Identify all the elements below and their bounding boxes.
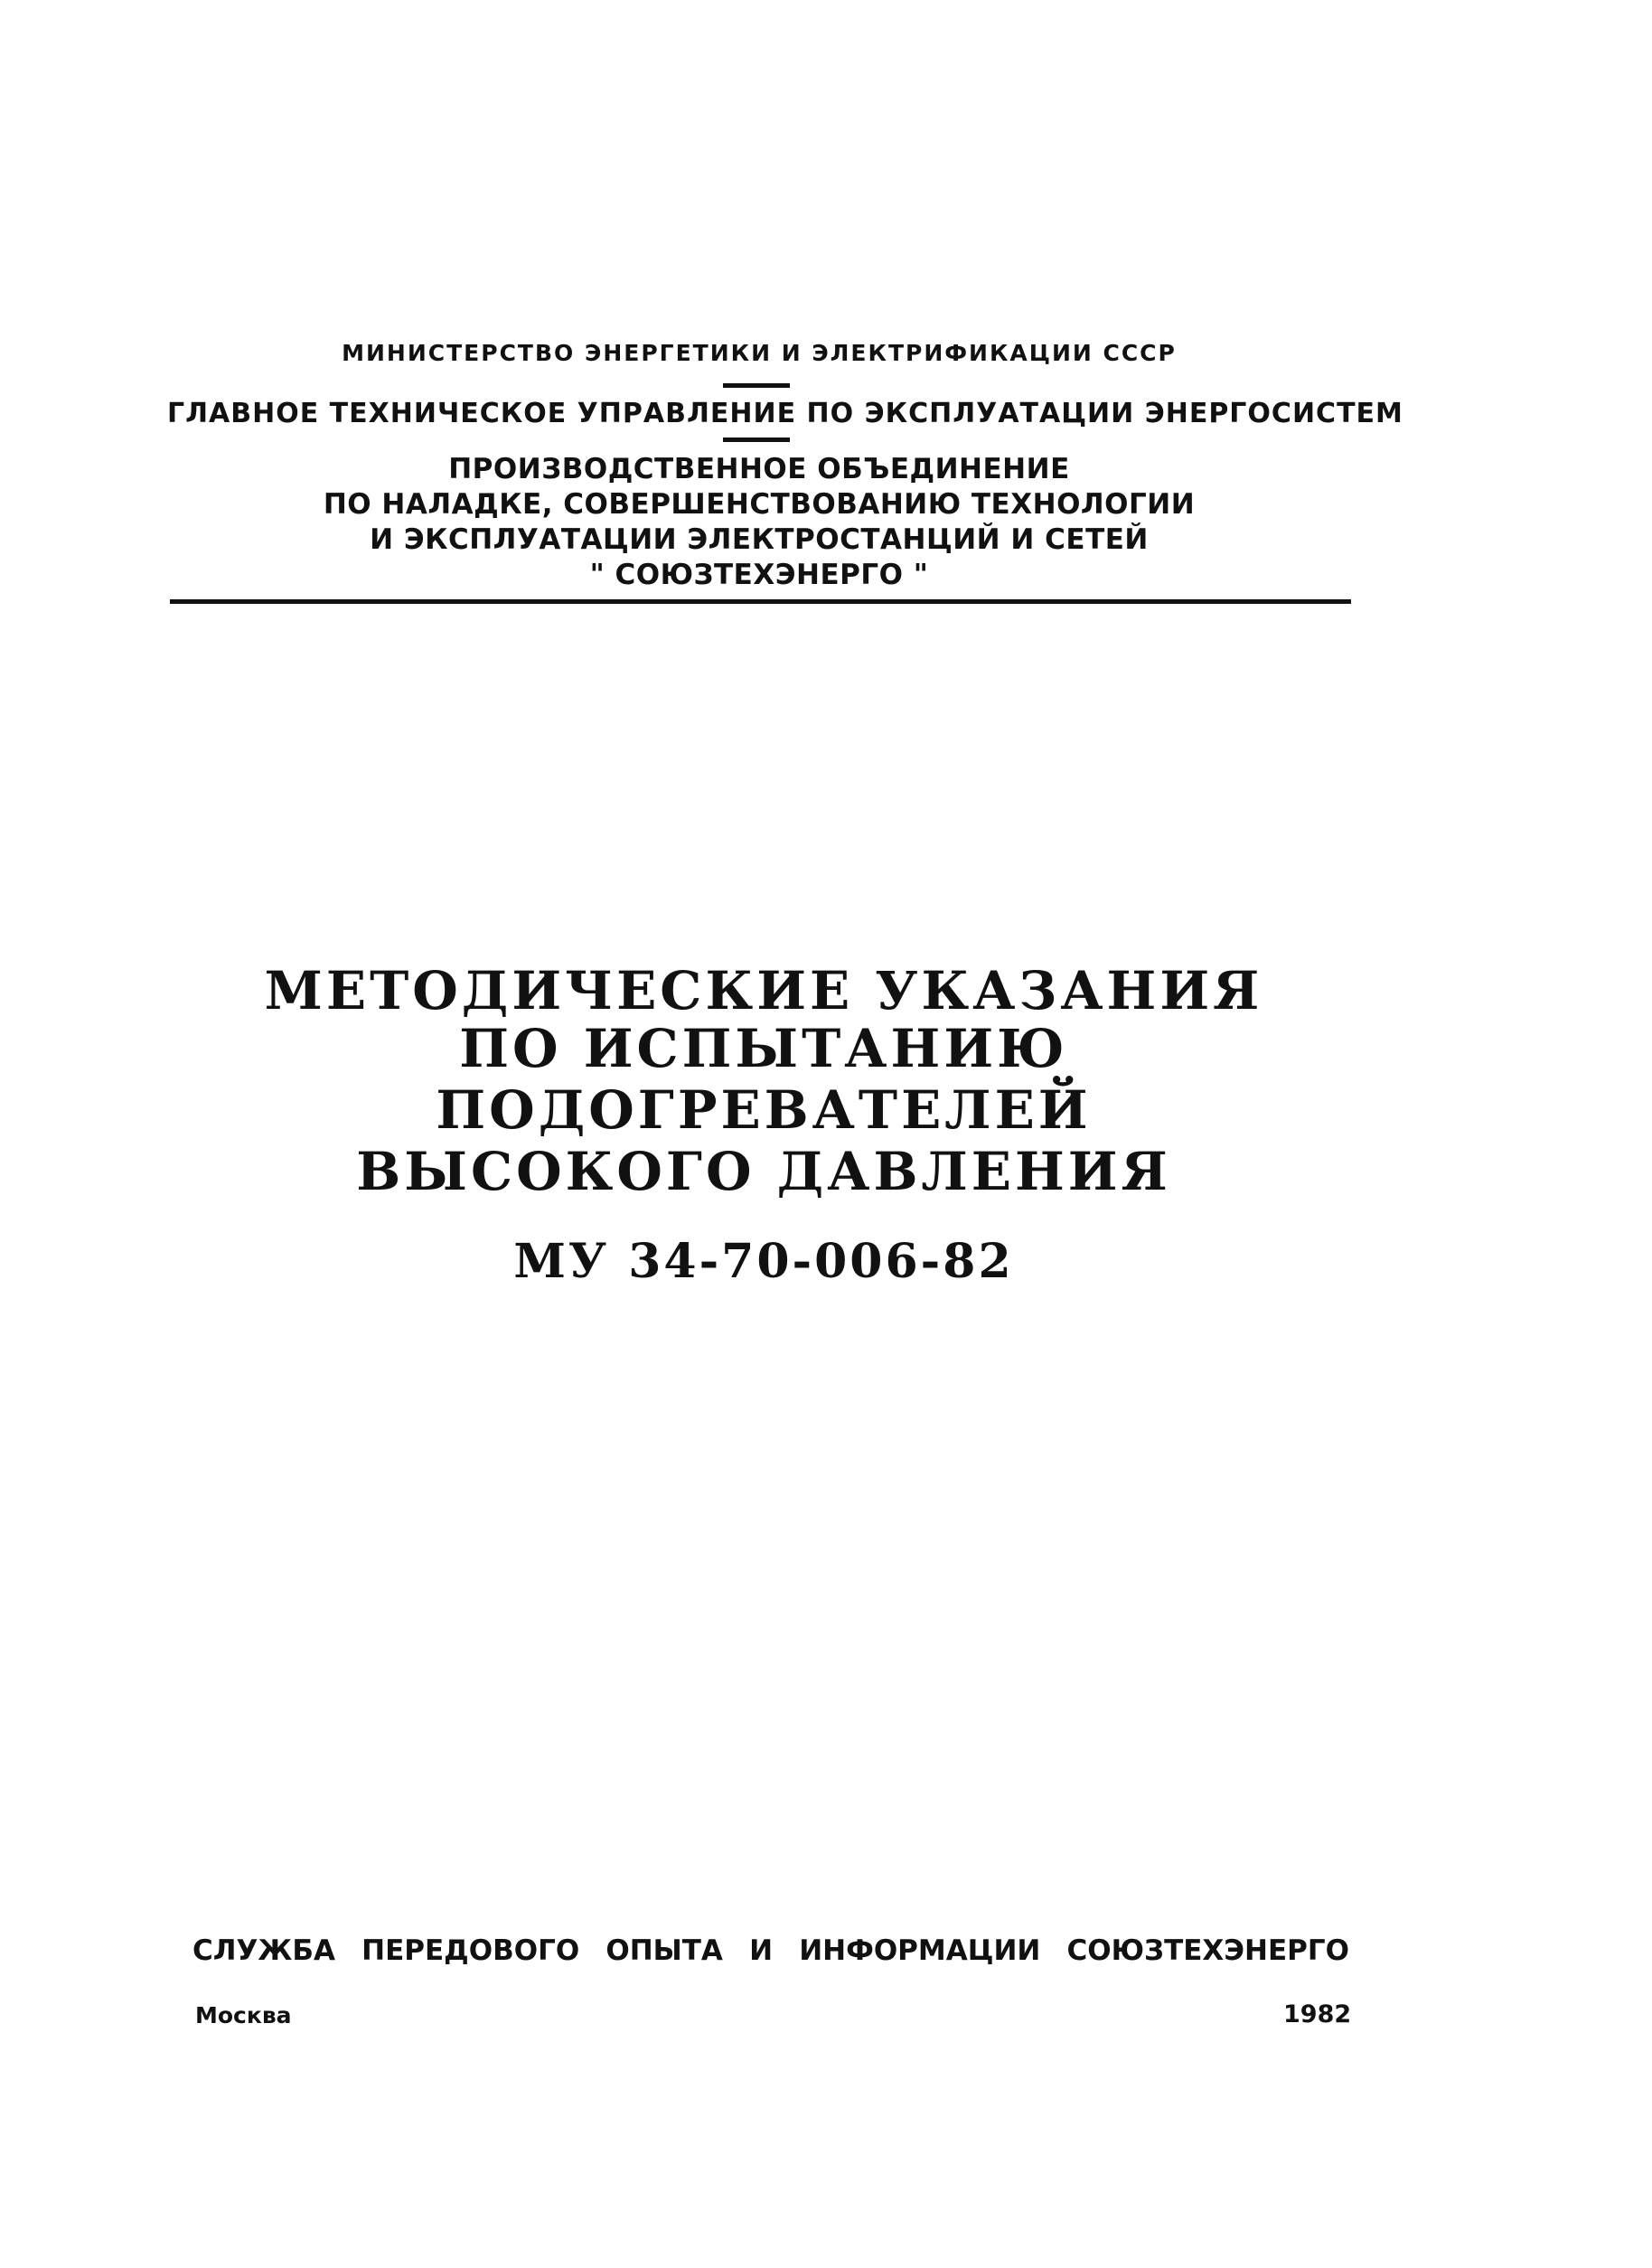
association-line: И ЭКСПЛУАТАЦИИ ЭЛЕКТРОСТАНЦИЙ И СЕТЕЙ (370, 523, 1149, 556)
main-directorate-heading: ГЛАВНОЕ ТЕХНИЧЕСКОЕ УПРАВЛЕНИЕ ПО ЭКСПЛУАТАЦИИ ЭНЕРГОСИСТЕМ (167, 398, 1403, 429)
association-line: ПРОИЗВОДСТВЕННОЕ ОБЪЕДИНЕНИЕ (448, 453, 1070, 485)
association-line: ПО НАЛАДКЕ, СОВЕРШЕНСТВОВАНИЮ ТЕХНОЛОГИИ (323, 488, 1196, 521)
association-name: " СОЮЗТЕХЭНЕРГО " (589, 559, 929, 591)
document-code: МУ 34-70-006-82 (513, 1234, 1014, 1289)
publication-city: Москва (195, 2002, 292, 2028)
publisher-word: И (749, 1934, 774, 1967)
heading-divider (723, 383, 790, 388)
publisher-word: ОПЫТА (605, 1934, 723, 1967)
publisher-word: ИНФОРМАЦИИ (799, 1934, 1041, 1967)
publisher-word: СЛУЖБА (192, 1934, 335, 1967)
document-title-line: МЕТОДИЧЕСКИЕ УКАЗАНИЯ (264, 960, 1263, 1021)
publisher-word: ПЕРЕДОВОГО (361, 1934, 580, 1967)
document-title-line: ПОДОГРЕВАТЕЛЕЙ (436, 1079, 1092, 1141)
publisher-word: СОЮЗТЕХЭНЕРГО (1066, 1934, 1349, 1967)
publication-year: 1982 (1283, 2000, 1352, 2028)
publisher-line (192, 1934, 1349, 1967)
header-rule (170, 599, 1351, 604)
heading-divider (723, 438, 790, 442)
ministry-heading: МИНИСТЕРСТВО ЭНЕРГЕТИКИ И ЭЛЕКТРИФИКАЦИИ СССР (342, 340, 1177, 366)
document-title-line: ПО ИСПЫТАНИЮ (459, 1018, 1068, 1079)
document-title-line: ВЫСОКОГО ДАВЛЕНИЯ (356, 1141, 1171, 1202)
